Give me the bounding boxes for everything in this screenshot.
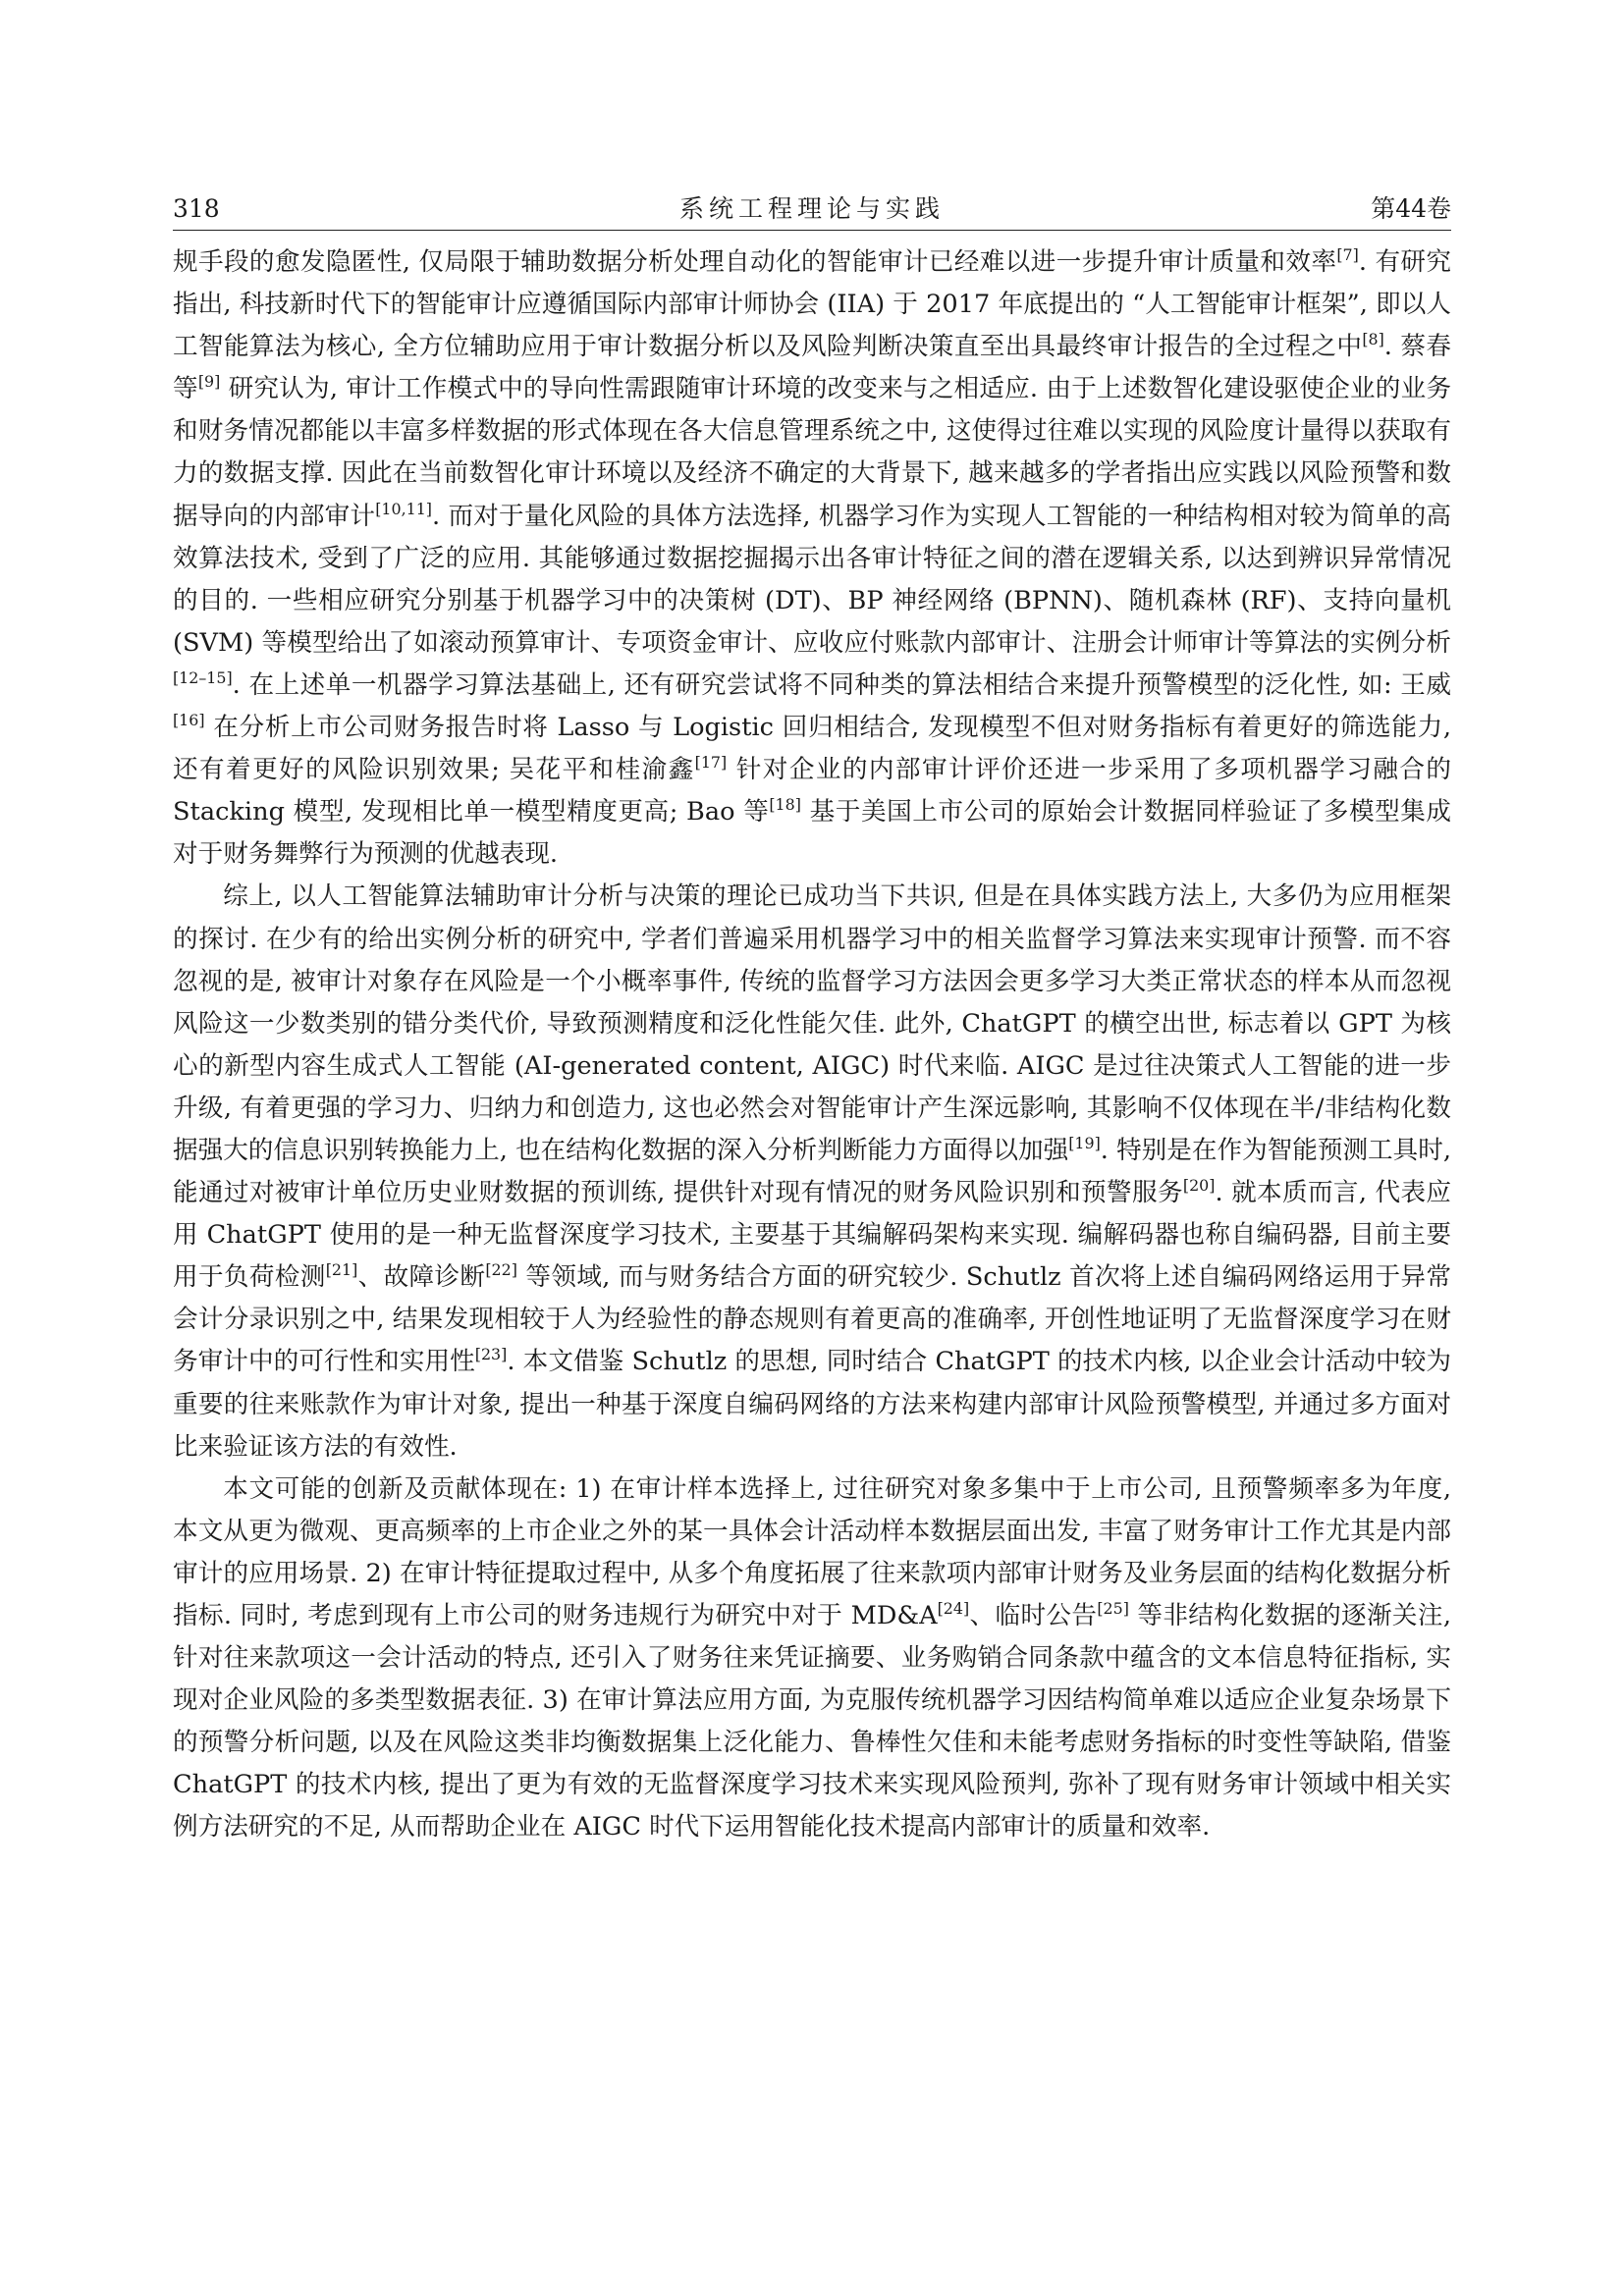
text-run: . 本文借鉴 Schutlz 的思想, 同时结合 ChatGPT 的技术内核, 以企业会计活动中较为重要的往来账款作为审计对象, 提出一种基于深度自编码网络的方法来构建内部审计风险预警模型, 并通过多方面对比来验证该方法的有效性. bbox=[173, 1347, 1451, 1462]
text-run: 规手段的愈发隐匿性, 仅局限于辅助数据分析处理自动化的智能审计已经难以进一步提升审计质量和效率 bbox=[173, 247, 1337, 277]
citation: [25] bbox=[1097, 1599, 1129, 1619]
citation: [7] bbox=[1336, 245, 1359, 265]
text-run: . 而对于量化风险的具体方法选择, 机器学习作为实现人工智能的一种结构相对较为简单的高效算法技术, 受到了广泛的应用. 其能够通过数据挖掘揭示出各审计特征之间的潜在逻辑关系, 以达到辨识异常情况的目的. 一些相应研究分别基于机器学习中的决策树 (DT)、BP 神经网络 (BPNN)、随机森林 (RF)、支持向量机 (SVM) 等模型给出了如滚动预算审计、专项资金审计、应收应付账款内部审计、注册会计师审计等算法的实例分析 bbox=[173, 501, 1451, 658]
text-run: 、临时公告 bbox=[969, 1601, 1098, 1630]
citation: [8] bbox=[1362, 330, 1384, 349]
citation: [12–15] bbox=[173, 668, 233, 688]
paragraph bbox=[173, 241, 1451, 876]
text-run: 研究认为, 审计工作模式中的导向性需跟随审计环境的改变来与之相适应. 由于上述数智化建设驱使企业的业务和财务情况都能以丰富多样数据的形式体现在各大信息管理系统之中, 这使得过往难以实现的风险度计量得以获取有力的数据支撑. 因此在当前数智化审计环境以及经济不确定的大背景下, 越来越多的学者指出应实践以风险预警和数据导向的内部审计 bbox=[173, 374, 1451, 531]
text-run: 本文可能的创新及贡献体现在: 1) 在审计样本选择上, 过往研究对象多集中于上市公司, 且预警频率多为年度, 本文从更为微观、更高频率的上市企业之外的某一具体会计活动样本数据层面出发, 丰富了财务审计工作尤其是内部审计的应用场景. 2) 在审计特征提取过程中, 从多个角度拓展了往来款项内部审计财务及业务层面的结构化数据分析指标. 同时, 考虑到现有上市公司的财务违规行为研究中对于 MD&A bbox=[173, 1473, 1451, 1630]
text-run: . 蔡春等 bbox=[173, 332, 1451, 404]
text-run: . 就本质而言, 代表应用 ChatGPT 使用的是一种无监督深度学习技术, 主要基于其编解码架构来实现. 编解码器也称自编码器, 目前主要用于负荷检测 bbox=[173, 1178, 1451, 1293]
citation: [10,11] bbox=[375, 499, 432, 518]
running-header bbox=[173, 192, 1451, 226]
body-text bbox=[173, 241, 1451, 1849]
citation: [17] bbox=[694, 753, 728, 773]
page-number: 318 bbox=[173, 194, 220, 223]
header-rule bbox=[173, 230, 1451, 231]
text-run: 等领域, 而与财务结合方面的研究较少. Schutlz 首次将上述自编码网络运用于异常会计分录识别之中, 结果发现相较于人为经验性的静态规则有着更高的准确率, 开创性地证明了无监督深度学习在财务审计中的可行性和实用性 bbox=[173, 1262, 1451, 1377]
volume-label: 第44卷 bbox=[1371, 194, 1451, 223]
paragraph bbox=[173, 876, 1451, 1468]
citation: [16] bbox=[173, 711, 205, 730]
citation: [24] bbox=[937, 1599, 970, 1619]
text-run: 等非结构化数据的逐渐关注, 针对往来款项这一会计活动的特点, 还引入了财务往来凭证摘要、业务购销合同条款中蕴含的文本信息特征指标, 实现对企业风险的多类型数据表征. 3) 在审计算法应用方面, 为克服传统机器学习因结构简单难以适应企业复杂场景下的预警分析问题, 以及在风险这类非均衡数据集上泛化能力、鲁棒性欠佳和未能考虑财务指标的时变性等缺陷, 借鉴 ChatGPT 的技术内核, 提出了更为有效的无监督深度学习技术来实现风险预判, 弥补了现有财务审计领域中相关实例方法研究的不足, 从而帮助企业在 AIGC 时代下运用智能化技术提高内部审计的质量和效率. bbox=[173, 1601, 1451, 1842]
citation: [19] bbox=[1068, 1134, 1101, 1153]
citation: [22] bbox=[485, 1260, 517, 1280]
text-run: 针对企业的内部审计评价还进一步采用了多项机器学习融合的 Stacking 模型, 发现相比单一模型精度更高; Bao 等 bbox=[173, 755, 1452, 828]
journal-title: 系统工程理论与实践 bbox=[678, 194, 945, 223]
text-run: . 特别是在作为智能预测工具时, 能通过对被审计单位历史业财数据的预训练, 提供针对现有情况的财务风险识别和预警服务 bbox=[173, 1135, 1451, 1208]
citation: [20] bbox=[1182, 1176, 1216, 1196]
citation: [23] bbox=[474, 1345, 508, 1364]
text-run: 综上, 以人工智能算法辅助审计分析与决策的理论已成功当下共识, 但是在具体实践方法上, 大多仍为应用框架的探讨. 在少有的给出实例分析的研究中, 学者们普遍采用机器学习中的相关监督学习算法来实现审计预警. 而不容忽视的是, 被审计对象存在风险是一个小概率事件, 传统的监督学习方法因会更多学习大类正常状态的样本从而忽视风险这一少数类别的错分类代价, 导致预测精度和泛化性能欠佳. 此外, ChatGPT 的横空出世, 标志着以 GPT 为核心的新型内容生成式人工智能 (AI-generated content, AIGC) 时代来临. AIGC 是过往决策式人工智能的进一步升级, 有着更强的学习力、归纳力和创造力, 这也必然会对智能审计产生深远影响, 其影响不仅体现在半/非结构化数据强大的信息识别转换能力上, 也在结构化数据的深入分析判断能力方面得以加强 bbox=[173, 881, 1451, 1165]
paragraph bbox=[173, 1468, 1451, 1849]
text-run: 、故障诊断 bbox=[357, 1262, 486, 1293]
citation: [21] bbox=[325, 1260, 358, 1280]
citation: [9] bbox=[197, 372, 221, 392]
text-run: 在分析上市公司财务报告时将 Lasso 与 Logistic 回归相结合, 发现模型不但对财务指标有着更好的筛选能力, 还有着更好的风险识别效果; 吴花平和桂渝鑫 bbox=[173, 713, 1451, 785]
text-run: 基于美国上市公司的原始会计数据同样验证了多模型集成对于财务舞弊行为预测的优越表现. bbox=[173, 797, 1452, 870]
text-run: . 有研究指出, 科技新时代下的智能审计应遵循国际内部审计师协会 (IIA) 于 2017 年底提出的 “人工智能审计框架”, 即以人工智能算法为核心, 全方位辅助应用于审计数据分析以及风险判断决策直至出具最终审计报告的全过程之中 bbox=[173, 247, 1451, 362]
citation: [18] bbox=[769, 795, 801, 815]
text-run: . 在上述单一机器学习算法基础上, 还有研究尝试将不同种类的算法相结合来提升预警模型的泛化性, 如: 王威 bbox=[232, 669, 1451, 700]
